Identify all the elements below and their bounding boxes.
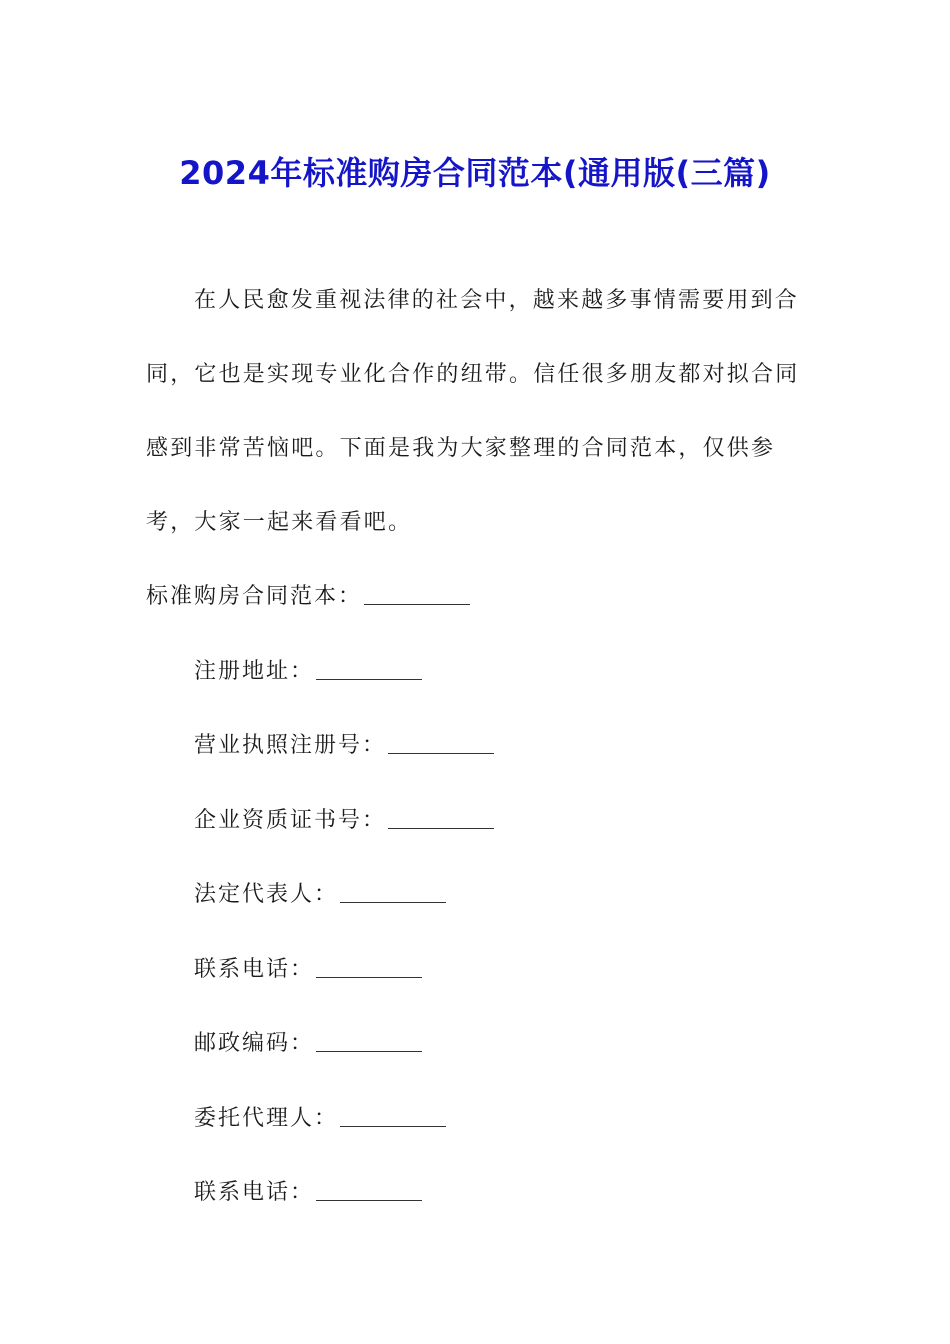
fill-in-blank [316, 1033, 422, 1052]
fill-in-blank [316, 959, 422, 978]
field-label: 联系电话： [194, 1180, 315, 1205]
field-row [146, 784, 810, 859]
fill-in-blank [388, 735, 494, 754]
form-fields-list [146, 560, 810, 1231]
field-row [146, 1082, 810, 1157]
fill-in-blank [340, 1108, 446, 1127]
field-row [146, 933, 810, 1008]
field-row [146, 635, 810, 710]
intro-paragraph: 在人民愈发重视法律的社会中，越来越多事情需要用到合同，它也是实现专业化合作的纽带。信任很多朋友都对拟合同感到非常苦恼吧。下面是我为大家整理的合同范本，仅供参考，大家一起来看看吧。 [146, 288, 800, 535]
field-row [146, 858, 810, 933]
document-title: 2024年标准购房合同范本(通用版(三篇) [179, 154, 771, 193]
field-row [146, 1007, 810, 1082]
field-row [146, 560, 810, 635]
field-label: 委托代理人： [194, 1105, 339, 1131]
fill-in-blank [316, 1182, 422, 1201]
field-label: 邮政编码： [194, 1031, 315, 1056]
fill-in-blank [364, 586, 470, 605]
field-label: 企业资质证书号： [194, 807, 387, 833]
field-label: 注册地址： [194, 658, 315, 684]
field-label: 营业执照注册号： [194, 733, 387, 758]
fill-in-blank [316, 661, 422, 680]
field-row [146, 709, 810, 784]
field-label: 法定代表人： [194, 882, 339, 907]
fill-in-blank [388, 810, 494, 829]
fill-in-blank [340, 884, 446, 903]
field-label: 标准购房合同范本： [146, 584, 363, 609]
field-label: 联系电话： [194, 956, 315, 982]
field-row [146, 1156, 810, 1231]
